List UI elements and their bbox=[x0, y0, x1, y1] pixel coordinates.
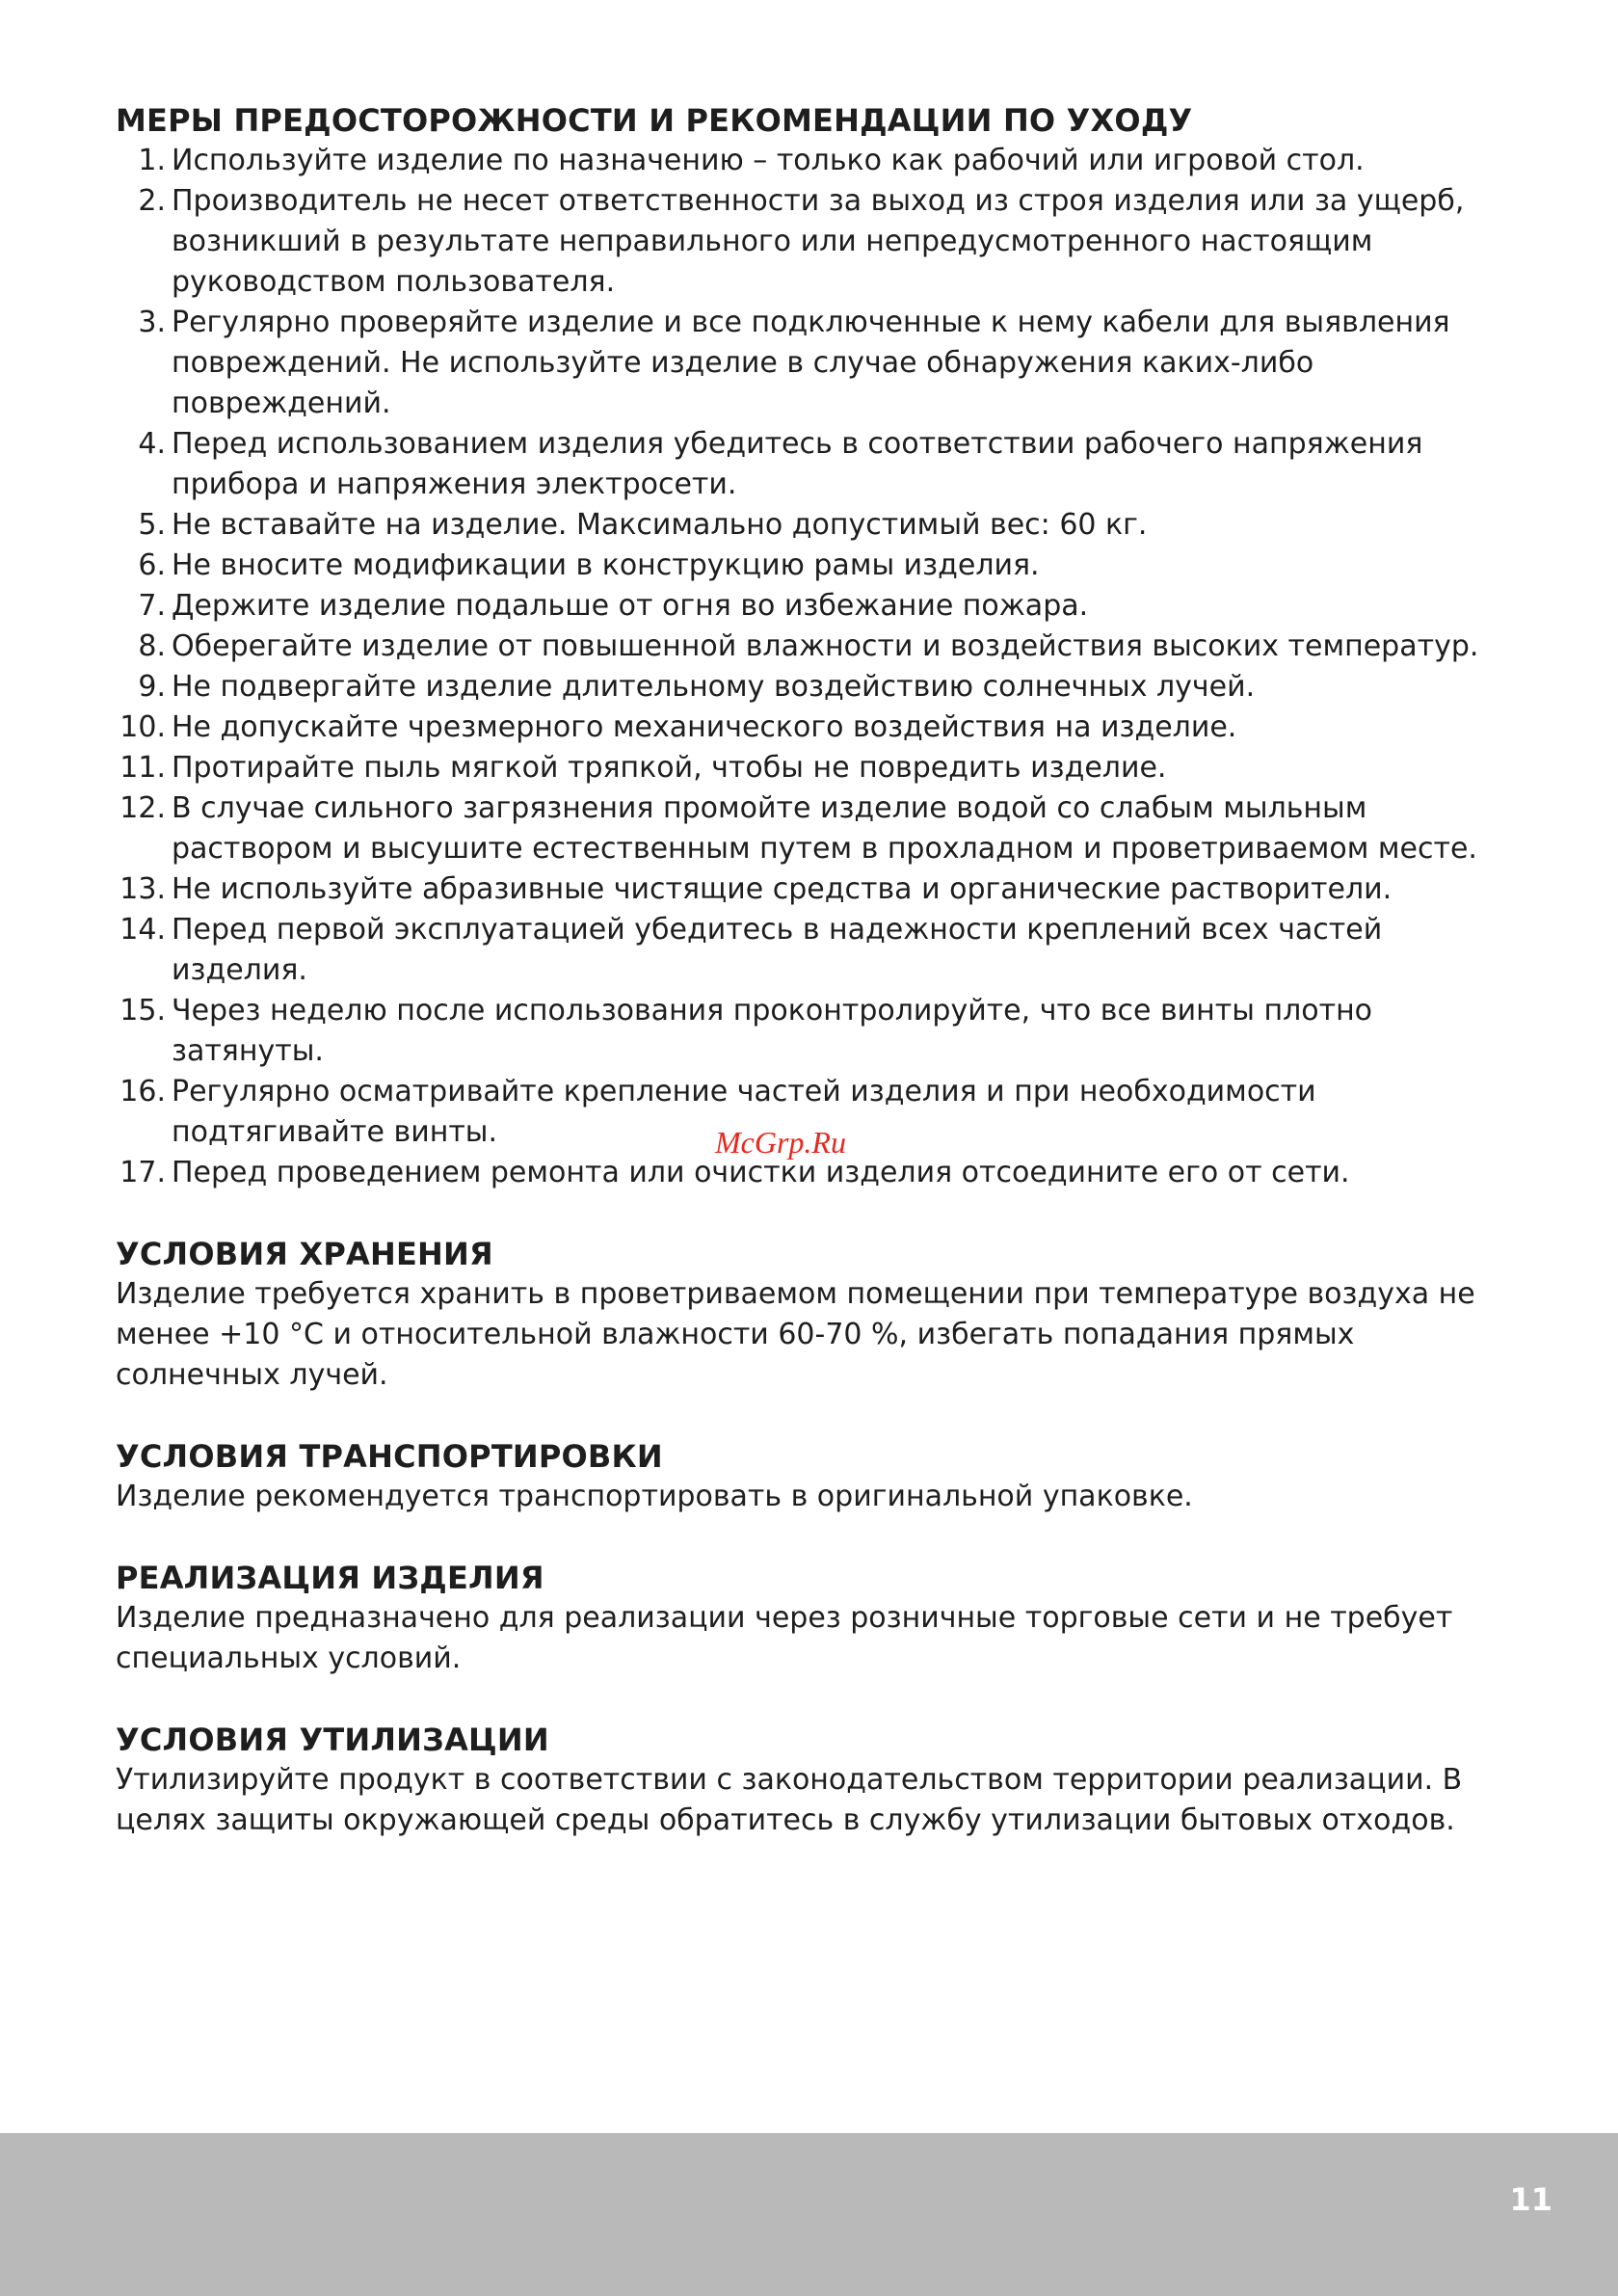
list-item bbox=[116, 181, 1523, 303]
section-transport bbox=[116, 1436, 1523, 1517]
item-text: Не вносите модификации в конструкцию рамы изделия. bbox=[172, 548, 1040, 582]
item-number: 9. bbox=[138, 670, 166, 704]
item-text: Через неделю после использования проконтролируйте, что все винты плотно затянуты. bbox=[172, 994, 1373, 1068]
list-item bbox=[116, 707, 1523, 748]
item-text: Держите изделие подальше от огня во избежание пожара. bbox=[172, 589, 1089, 623]
item-text: Используйте изделие по назначению – только как рабочий или игровой стол. bbox=[172, 144, 1365, 177]
item-number: 17. bbox=[119, 1156, 166, 1189]
section-care bbox=[116, 100, 1523, 1193]
sales-text: Изделие предназначено для реализации через розничные торговые сети и не требует специальных условий. bbox=[116, 1601, 1453, 1675]
item-text: Не вставайте на изделие. Максимально допустимый вес: 60 кг. bbox=[172, 508, 1148, 542]
item-text: Перед первой эксплуатацией убедитесь в надежности креплений всех частей изделия. bbox=[172, 913, 1383, 987]
item-text: Не допускайте чрезмерного механического воздействия на изделие. bbox=[172, 710, 1237, 744]
list-item bbox=[116, 546, 1523, 586]
item-number: 14. bbox=[119, 913, 166, 947]
section-title-care: МЕРЫ ПРЕДОСТОРОЖНОСТИ И РЕКОМЕНДАЦИИ ПО УХОДУ bbox=[116, 102, 1193, 139]
item-number: 7. bbox=[138, 589, 166, 623]
list-item bbox=[116, 788, 1523, 869]
item-number: 2. bbox=[138, 184, 166, 218]
item-number: 16. bbox=[119, 1075, 166, 1108]
section-title-disposal: УСЛОВИЯ УТИЛИЗАЦИИ bbox=[116, 1722, 549, 1758]
list-item bbox=[116, 303, 1523, 424]
item-number: 11. bbox=[119, 751, 166, 785]
list-item bbox=[116, 869, 1523, 910]
list-item bbox=[116, 748, 1523, 788]
section-disposal bbox=[116, 1720, 1523, 1841]
disposal-text: Утилизируйте продукт в соответствии с законодательством территории реализации. В целях защиты окружающей среды обратитесь в службу утилизации бытовых отходов. bbox=[116, 1763, 1463, 1837]
item-number: 5. bbox=[138, 508, 166, 542]
item-number: 4. bbox=[138, 427, 166, 461]
section-sales bbox=[116, 1558, 1523, 1679]
item-number: 12. bbox=[119, 791, 166, 825]
storage-text: Изделие требуется хранить в проветриваемом помещении при температуре воздуха не менее +10 °С и относительной влажности 60-70 %, избегать попадания прямых солнечных лучей. bbox=[116, 1277, 1475, 1392]
list-item bbox=[116, 505, 1523, 546]
list-item bbox=[116, 667, 1523, 707]
item-text: Регулярно проверяйте изделие и все подключенные к нему кабели для выявления повреждений. Не используйте изделие в случае обнаружения каких-либо повреждений. bbox=[172, 306, 1450, 420]
item-number: 3. bbox=[138, 306, 166, 339]
item-number: 1. bbox=[138, 144, 166, 177]
item-text: Не используйте абразивные чистящие средства и органические растворители. bbox=[172, 872, 1393, 906]
item-text: Оберегайте изделие от повышенной влажности и воздействия высоких температур. bbox=[172, 629, 1479, 663]
document-body bbox=[116, 100, 1523, 1841]
list-item bbox=[116, 586, 1523, 627]
section-storage bbox=[116, 1234, 1523, 1396]
item-text: В случае сильного загрязнения промойте изделие водой со слабым мыльным раствором и высушите естественным путем в прохладном и проветриваемом месте. bbox=[172, 791, 1477, 866]
footer-band bbox=[0, 2133, 1618, 2296]
watermark: McGrp.Ru bbox=[715, 1125, 846, 1160]
care-list bbox=[116, 141, 1523, 1193]
list-item bbox=[116, 424, 1523, 505]
item-text: Регулярно осматривайте крепление частей изделия и при необходимости подтягивайте винты. bbox=[172, 1075, 1316, 1149]
item-text: Протирайте пыль мягкой тряпкой, чтобы не повредить изделие. bbox=[172, 751, 1167, 785]
item-number: 8. bbox=[138, 629, 166, 663]
item-text: Перед использованием изделия убедитесь в соответствии рабочего напряжения прибора и напряжения электросети. bbox=[172, 427, 1423, 501]
list-item bbox=[116, 141, 1523, 181]
item-text: Не подвергайте изделие длительному воздействию солнечных лучей. bbox=[172, 670, 1256, 704]
item-text: Производитель не несет ответственности за выход из строя изделия или за ущерб, возникший в результате неправильного или непредусмотренного настоящим руководством пользователя. bbox=[172, 184, 1465, 299]
section-title-transport: УСЛОВИЯ ТРАНСПОРТИРОВКИ bbox=[116, 1438, 663, 1475]
item-number: 13. bbox=[119, 872, 166, 906]
transport-text: Изделие рекомендуется транспортировать в оригинальной упаковке. bbox=[116, 1480, 1193, 1513]
list-item bbox=[116, 991, 1523, 1072]
item-number: 15. bbox=[119, 994, 166, 1028]
item-text: Перед проведением ремонта или очистки изделия отсоедините его от сети. bbox=[172, 1156, 1350, 1189]
item-number: 10. bbox=[119, 710, 166, 744]
section-title-sales: РЕАЛИЗАЦИЯ ИЗДЕЛИЯ bbox=[116, 1560, 544, 1596]
list-item bbox=[116, 910, 1523, 991]
section-title-storage: УСЛОВИЯ ХРАНЕНИЯ bbox=[116, 1236, 493, 1272]
page-number: 11 bbox=[1509, 2181, 1552, 2218]
list-item bbox=[116, 627, 1523, 667]
item-number: 6. bbox=[138, 548, 166, 582]
